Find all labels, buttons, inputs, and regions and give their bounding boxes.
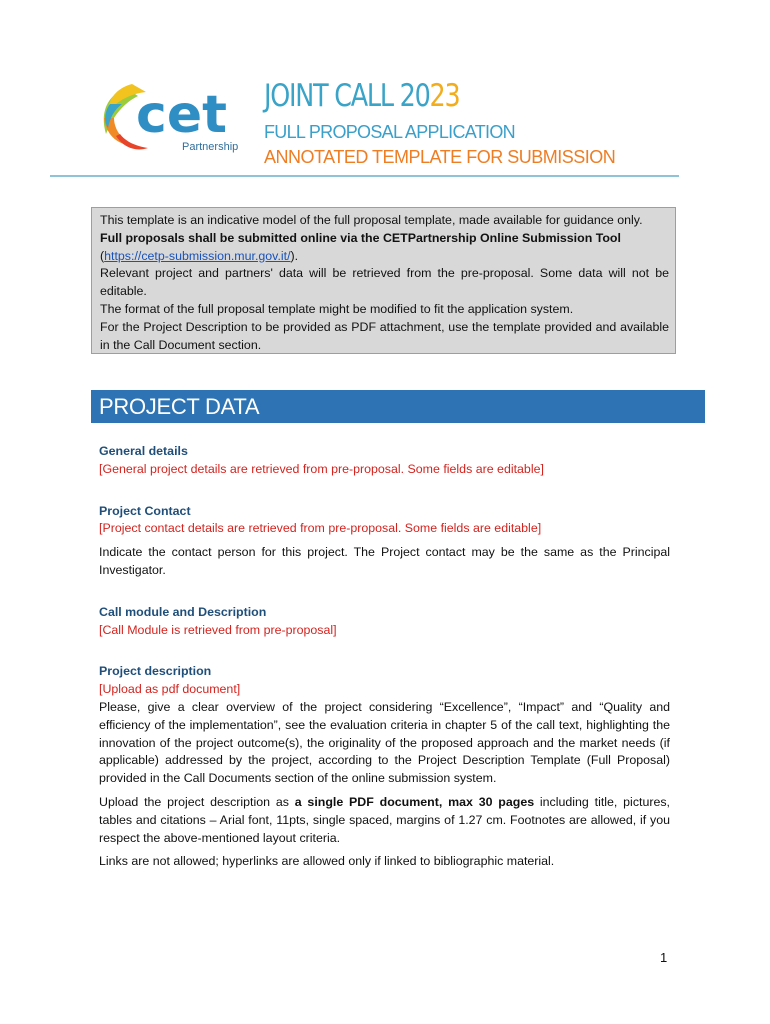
submission-link[interactable]: https://cetp-submission.mur.gov.it/ [104,248,291,263]
document-title: JOINT CALL 2023 [264,78,460,114]
call-module-heading: Call module and Description [99,604,267,619]
guidance-line: For the Project Description to be provided as PDF attachment, use the template provided and available in the Call Document section. [100,319,669,352]
project-description-heading: Project description [99,664,212,679]
section-title: PROJECT DATA [99,394,260,419]
svg-text:cet: cet [136,85,227,145]
upload-instructions: Upload the project description as a single PDF document, max 30 pages including title, pictures, tables and citations – Arial font, 11pts, single spaced, margins of 1.27 cm. Footnotes are allowed, if you respect the above-mentioned layout criteria. [99,794,670,845]
project-contact-heading: Project Contact [99,503,191,518]
links-policy: Links are not allowed; hyperlinks are allowed only if linked to bibliographic material. [99,854,555,869]
document-subtitle: FULL PROPOSAL APPLICATION [264,122,515,142]
general-details-heading: General details [99,444,188,458]
guidance-box: This template is an indicative model of the full proposal template, made available for guidance only. Full proposals shall be submitted online via the CETPartnership Online Submission Tool (https://cetp-submission.mur.gov.it/). Relevant project and partners' data will be retrieved from the pre-proposal. Some data will not be editable. The format of the full proposal template might be modified to fit the application system. For the Project Description to be provided as PDF attachment, use the template provided and available in the Call Document section. [91,207,676,354]
header-divider [50,175,679,177]
guidance-line: The format of the full proposal template might be modified to fit the application system. [100,301,574,316]
cet-partnership-logo [96,74,256,156]
document-subtitle-annotated: ANNOTATED TEMPLATE FOR SUBMISSION [264,147,616,167]
project-data-content [99,443,670,871]
project-contact-text: Indicate the contact person for this project. The Project contact may be the same as the Principal Investigator. [99,545,670,577]
submission-notice: Full proposals shall be submitted online via the CETPartnership Online Submission Tool [100,230,621,245]
call-module-note: [Call Module is retrieved from pre-proposal] [99,622,337,637]
project-description-para: Please, give a clear overview of the project considering “Excellence”, “Impact” and “Quality and efficiency of the implementation”, see the evaluation criteria in chapter 5 of the call text, highlighting the innovation of the project outcome(s), the originality of the proposed approach and the market needs (if applicable) addressed by the project, according to the Project Description Template (Full Proposal) provided in the Call Documents section of the online submission system. [99,699,670,786]
svg-text:Partnership: Partnership [182,141,239,153]
guidance-line: This template is an indicative model of the full proposal template, made available for guidance only. [100,213,643,227]
general-details-note: [General project details are retrieved from pre-proposal. Some fields are editable] [99,461,544,476]
page-number: 1 [660,950,668,965]
section-header [91,390,705,423]
guidance-line: Relevant project and partners' data will be retrieved from the pre-proposal. Some data will not be editable. [100,266,669,299]
project-contact-note: [Project contact details are retrieved from pre-proposal. Some fields are editable] [99,521,542,536]
header-text [264,78,615,168]
project-description-note: [Upload as pdf document] [99,682,241,697]
